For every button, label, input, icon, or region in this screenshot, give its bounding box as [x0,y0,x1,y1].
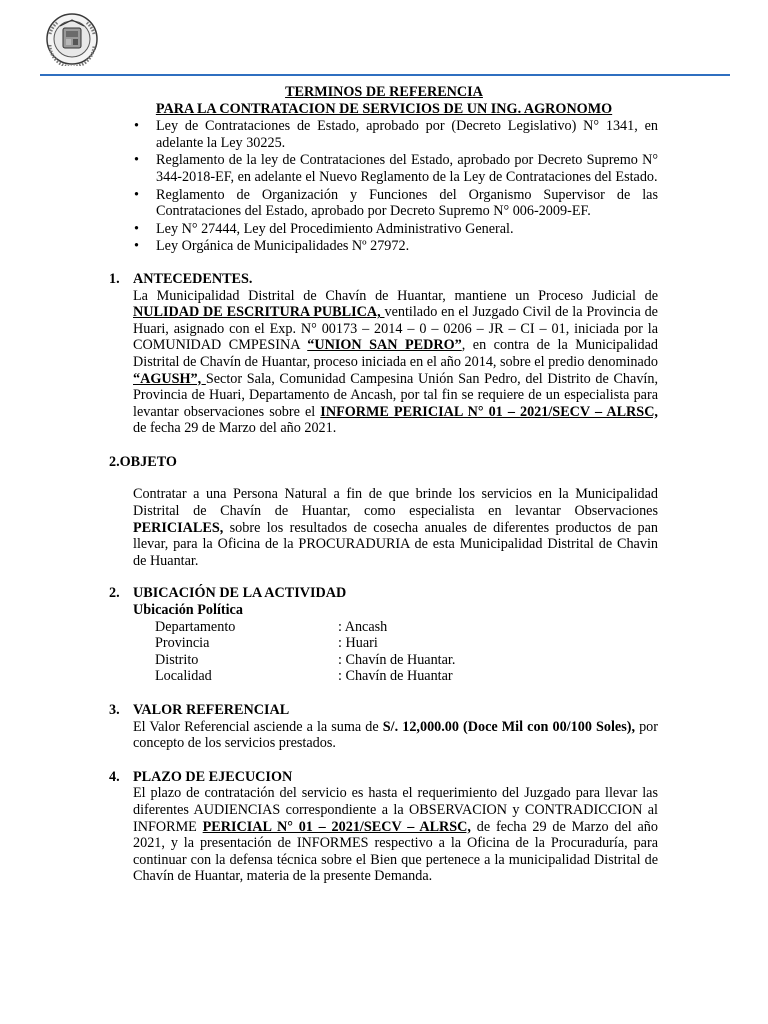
bullet-icon: • [134,118,139,135]
plazo-paragraph: El plazo de contratación del servicio es hasta el requerimiento del Juzgado para llevar las diferentes AUDIENCIAS correspondiente a la OBSERVACION y CONTRADICCION al INFORME PERICIAL N° 01 – 2021/SECV – ALRSC, de fecha 29 de Marzo del año 2021, y la presentación de INFORMES respectivo a la Oficina de la Procuraduría, para continuar con la defensa técnica sobre el Bien que pertenece a la municipalidad Distrital de Chavín de Huantar, materia de la presente Demanda. [133,785,658,885]
objeto-paragraph: Contratar a una Persona Natural a fin de que brinde los servicios en la Municipalidad Distrital de Chavín de Huantar, como especialista en levantar Observaciones PERICIALES, sobre los resultados de cosecha anuales de diferentes productos de pan llevar, para la Oficina de la PROCURADURIA de esta Municipalidad Distrital de Chavin de Huantar. [133,486,658,569]
document-subtitle: PARA LA CONTRATACION DE SERVICIOS DE UN ING. AGRONOMO [155,100,613,117]
table-row: Distrito : Chavín de Huantar. [155,651,456,668]
bullet-icon: • [134,220,139,237]
section-heading-valor: 3. VALOR REFERENCIAL [109,702,290,718]
bullet-icon: • [134,186,139,203]
list-item: • Ley de Contrataciones de Estado, aprobado por (Decreto Legislativo) N° 1341, en adelante la Ley 30225. [134,118,658,151]
document-body [0,84,768,885]
ubicacion-subtitle: Ubicación Política [133,602,243,619]
antecedentes-paragraph: La Municipalidad Distrital de Chavín de Huantar, mantiene un Proceso Judicial de NULIDAD DE ESCRITURA PUBLICA, ventilado en el Juzgado Civil de la Provincia de Huari, asignado con el Exp. N° 00173 – 2014 – 0 – 0206 – JR – CI – 01, iniciada por la COMUNIDAD CMPESINA “UNION SAN PEDRO”, en contra de la Municipalidad Distrital de Chavín de Huantar, proceso iniciada en el año 2014, sobre el predio denominado “AGUSH”, Sector Sala, Comunidad Campesina Unión San Pedro, del Distrito de Chavín, Provincia de Huari, Departamento de Ancash, por tal fin se requiere de un especialista para levantar observaciones sobre el INFORME PERICIAL N° 01 – 2021/SECV – ALRSC, de fecha 29 de Marzo del año 2021. [133,287,659,437]
table-row: Localidad : Chavín de Huantar [155,668,453,685]
table-row: Departamento : Ancash [155,618,388,635]
municipal-seal-logo [38,12,106,66]
list-item: • Reglamento de Organización y Funciones del Organismo Supervisor de las Contrataciones del Estado, aprobado por Decreto Supremo N° 006-2009-EF. [134,186,658,220]
section-heading-ubicacion: 2. UBICACIÓN DE LA ACTIVIDAD [109,585,347,602]
list-item: • Ley Orgánica de Municipalidades Nº 27972. [134,238,410,255]
header-rule [40,74,730,76]
table-row: Provincia : Huari [155,635,378,652]
section-heading-antecedentes: 1. ANTECEDENTES. [109,270,253,287]
document-title: TERMINOS DE REFERENCIA [285,84,483,100]
section-heading-plazo: 4. PLAZO DE EJECUCION [109,768,293,785]
bullet-icon: • [134,152,139,169]
legal-basis-list [0,118,768,255]
location-table [155,619,455,685]
section-heading-objeto: 2.OBJETO [109,453,177,470]
bullet-icon: • [134,238,139,255]
valor-paragraph: El Valor Referencial asciende a la suma de S/. 12,000.00 (Doce Mil con 00/100 Soles), por concepto de los servicios prestados. [133,718,659,752]
list-item: • Reglamento de la ley de Contrataciones del Estado, aprobado por Decreto Supremo N° 344-2018-EF, en adelante el Nuevo Reglamento de la Ley de Contrataciones del Estado. [134,152,658,185]
list-item: • Ley N° 27444, Ley del Procedimiento Administrativo General. [134,220,514,237]
